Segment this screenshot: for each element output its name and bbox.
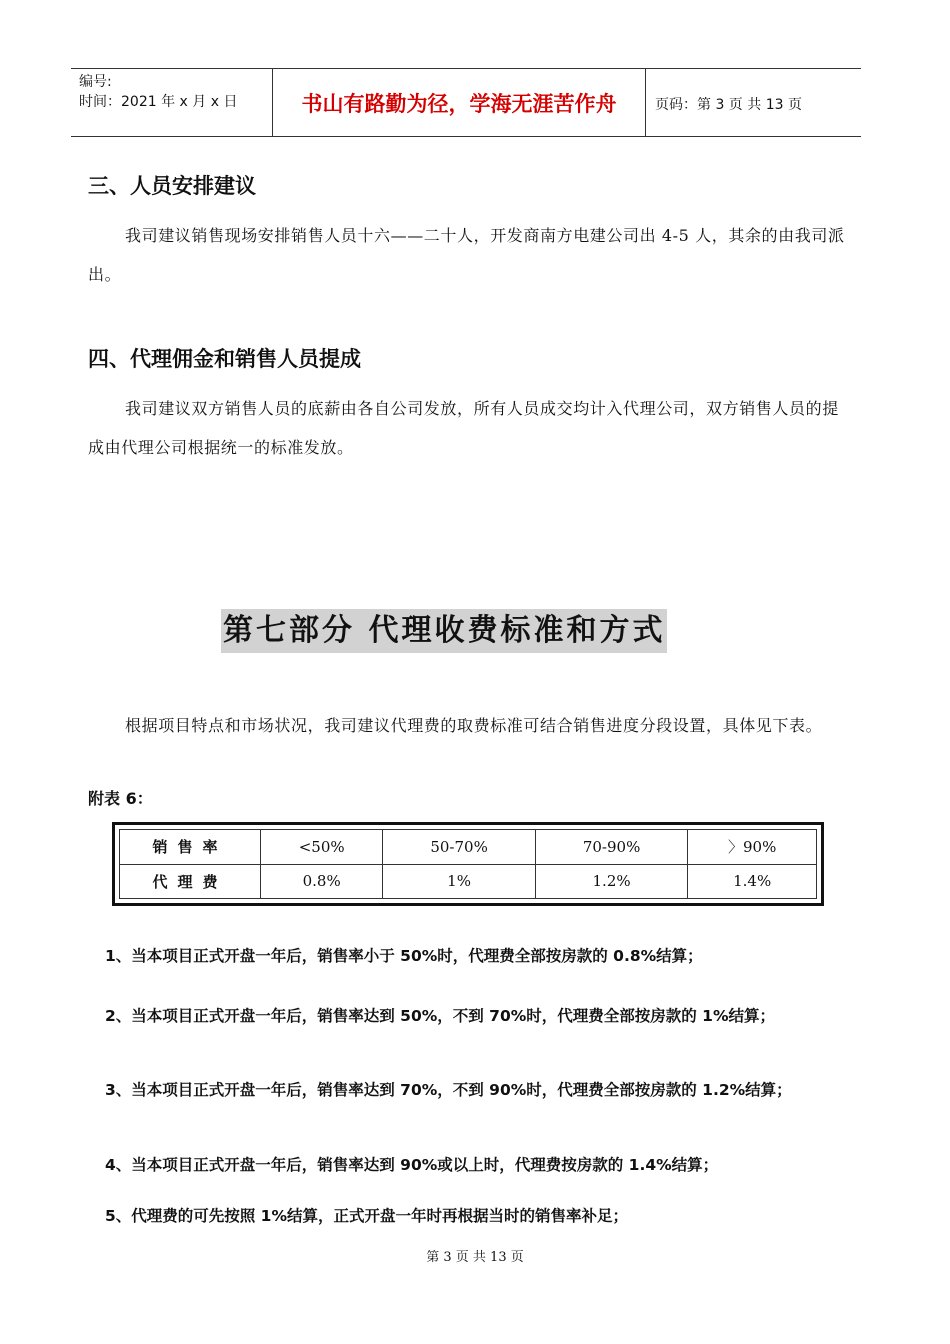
page-footer: 第 3 页 共 13 页 — [426, 1250, 524, 1265]
list-item: 5、代理费的可先按照 1%结算，正式开盘一年时再根据当时的销售率补足； — [105, 1207, 628, 1225]
row-label-agency-fee: 代理费 — [120, 864, 261, 899]
table-row — [120, 864, 817, 899]
table-cell: 1% — [383, 864, 536, 899]
section3-title: 三、人员安排建议 — [88, 174, 256, 198]
table-cell: 70-90% — [535, 830, 688, 865]
table-cell: 1.2% — [535, 864, 688, 899]
section4-title: 四、代理佣金和销售人员提成 — [88, 347, 361, 371]
document-header — [71, 68, 861, 137]
section3-body: 我司建议销售现场安排销售人员十六——二十人，开发商南方电建公司出 4-5 人，其余的由我司派出。 — [88, 226, 845, 284]
header-page-info: 页码：第 3 页 共 13 页 — [655, 97, 802, 113]
header-meta — [71, 69, 273, 136]
table-cell: <50% — [261, 830, 383, 865]
list-item: 2、当本项目正式开盘一年后，销售率达到 50%，不到 70%时，代理费全部按房款的 1%结算； — [105, 1007, 775, 1025]
list-item: 3、当本项目正式开盘一年后，销售率达到 70%，不到 90%时，代理费全部按房款的 1.2%结算； — [105, 1081, 792, 1099]
fee-table-frame — [112, 822, 824, 906]
part7-intro: 根据项目特点和市场状况，我司建议代理费的取费标准可结合销售进度分段设置，具体见下表。 — [125, 716, 823, 735]
list-item: 4、当本项目正式开盘一年后，销售率达到 90%或以上时，代理费按房款的 1.4%结算； — [105, 1156, 719, 1174]
time-label: 时间：2021 年 x 月 x 日 — [79, 94, 238, 110]
part7-title: 第七部分 代理收费标准和方式 — [221, 609, 667, 653]
attachment-label: 附表 6： — [88, 789, 153, 808]
fee-table — [119, 829, 817, 899]
list-item: 1、当本项目正式开盘一年后，销售率小于 50%时，代理费全部按房款的 0.8%结算； — [105, 947, 703, 965]
table-row — [120, 830, 817, 865]
section4-body: 我司建议双方销售人员的底薪由各自公司发放，所有人员成交均计入代理公司，双方销售人员的提成由代理公司根据统一的标准发放。 — [88, 399, 839, 457]
table-cell: 〉90% — [688, 830, 817, 865]
table-cell: 0.8% — [261, 864, 383, 899]
row-label-sales-rate: 销售率 — [120, 830, 261, 865]
table-cell: 1.4% — [688, 864, 817, 899]
number-label: 编号: — [79, 74, 112, 90]
table-cell: 50-70% — [383, 830, 536, 865]
header-motto: 书山有路勤为径，学海无涯苦作舟 — [273, 69, 646, 136]
